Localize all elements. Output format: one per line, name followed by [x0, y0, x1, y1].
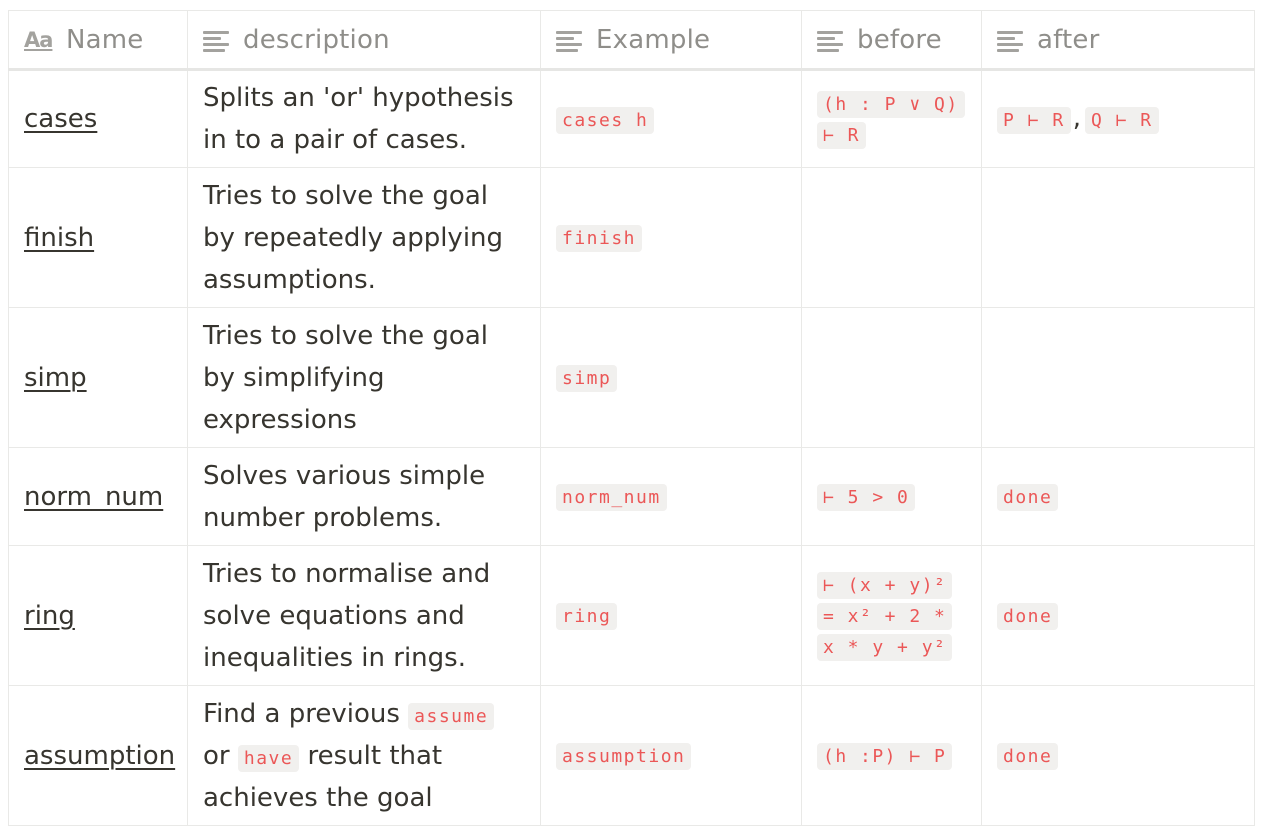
column-header-label: Name: [66, 24, 144, 55]
description-text: result that achieves the goal: [203, 740, 443, 813]
description-cell[interactable]: Solves various simple number problems.: [188, 448, 541, 546]
inline-code: done: [997, 743, 1058, 770]
page-link[interactable]: finish: [24, 222, 95, 253]
example-cell[interactable]: [541, 448, 802, 546]
table-row[interactable]: [9, 70, 1255, 168]
before-cell[interactable]: [802, 308, 982, 448]
name-cell: [9, 168, 188, 308]
page-link[interactable]: assumption: [24, 740, 176, 771]
name-cell: [9, 448, 188, 546]
inline-code: P ⊢ R: [997, 107, 1071, 134]
inline-code: have: [238, 745, 299, 772]
inline-code: simp: [556, 365, 617, 392]
inline-code: cases h: [556, 107, 654, 134]
inline-code: done: [997, 484, 1058, 511]
description-cell[interactable]: Splits an 'or' hypothesis in to a pair of cases.: [188, 70, 541, 168]
column-header-example[interactable]: [541, 11, 802, 70]
text-property-icon: [997, 28, 1023, 52]
column-header-label: Example: [596, 24, 711, 55]
name-cell: [9, 546, 188, 686]
description-cell[interactable]: [188, 686, 541, 826]
column-header-name[interactable]: [9, 11, 188, 70]
name-cell: [9, 686, 188, 826]
example-cell[interactable]: [541, 70, 802, 168]
table-row[interactable]: [9, 686, 1255, 826]
table-row[interactable]: [9, 308, 1255, 448]
column-header-label: before: [857, 24, 942, 55]
header-row: [9, 11, 1255, 70]
inline-code: ring: [556, 603, 617, 630]
inline-code: finish: [556, 225, 642, 252]
example-cell[interactable]: [541, 308, 802, 448]
after-cell[interactable]: [982, 686, 1255, 826]
after-cell[interactable]: [982, 168, 1255, 308]
column-header-label: after: [1037, 24, 1100, 55]
after-cell[interactable]: [982, 70, 1255, 168]
example-cell[interactable]: [541, 546, 802, 686]
name-cell: [9, 70, 188, 168]
page-link[interactable]: norm_num: [24, 481, 164, 512]
description-cell[interactable]: Tries to solve the goal by simplifying expressions: [188, 308, 541, 448]
column-header-label: description: [243, 24, 390, 55]
table-row[interactable]: [9, 546, 1255, 686]
inline-code: Q ⊢ R: [1085, 107, 1159, 134]
inline-code: (h : P ∨ Q) ⊢ R: [817, 91, 965, 149]
page-link[interactable]: cases: [24, 104, 98, 134]
table-row[interactable]: [9, 168, 1255, 308]
page-link[interactable]: ring: [24, 600, 75, 631]
title-property-icon: Aa: [24, 27, 53, 52]
description-cell[interactable]: Tries to solve the goal by repeatedly applying assumptions.: [188, 168, 541, 308]
text-property-icon: [556, 28, 582, 52]
inline-code: (h :P) ⊢ P: [817, 743, 952, 770]
column-header-description[interactable]: [188, 11, 541, 70]
before-cell[interactable]: [802, 686, 982, 826]
description-cell[interactable]: Tries to normalise and solve equations and inequalities in rings.: [188, 546, 541, 686]
inline-code: assumption: [556, 743, 691, 770]
description-text: or: [203, 740, 238, 771]
before-cell[interactable]: [802, 168, 982, 308]
after-cell[interactable]: [982, 546, 1255, 686]
inline-code: assume: [408, 703, 494, 730]
separator: ,: [1072, 102, 1081, 133]
before-cell[interactable]: [802, 70, 982, 168]
description-text: Find a previous: [203, 698, 409, 729]
text-property-icon: [203, 28, 229, 52]
example-cell[interactable]: [541, 168, 802, 308]
name-cell: [9, 308, 188, 448]
after-cell[interactable]: [982, 448, 1255, 546]
column-header-after[interactable]: [982, 11, 1255, 70]
tactics-table: [8, 10, 1255, 826]
after-cell[interactable]: [982, 308, 1255, 448]
inline-code: ⊢ (x + y)² = x² + 2 * x * y + y²: [817, 572, 952, 661]
inline-code: ⊢ 5 > 0: [817, 484, 915, 511]
page-link[interactable]: simp: [24, 362, 87, 393]
inline-code: norm_num: [556, 484, 667, 511]
before-cell[interactable]: [802, 448, 982, 546]
text-property-icon: [817, 28, 843, 52]
example-cell[interactable]: [541, 686, 802, 826]
before-cell[interactable]: [802, 546, 982, 686]
column-header-before[interactable]: [802, 11, 982, 70]
table-row[interactable]: [9, 448, 1255, 546]
inline-code: done: [997, 603, 1058, 630]
